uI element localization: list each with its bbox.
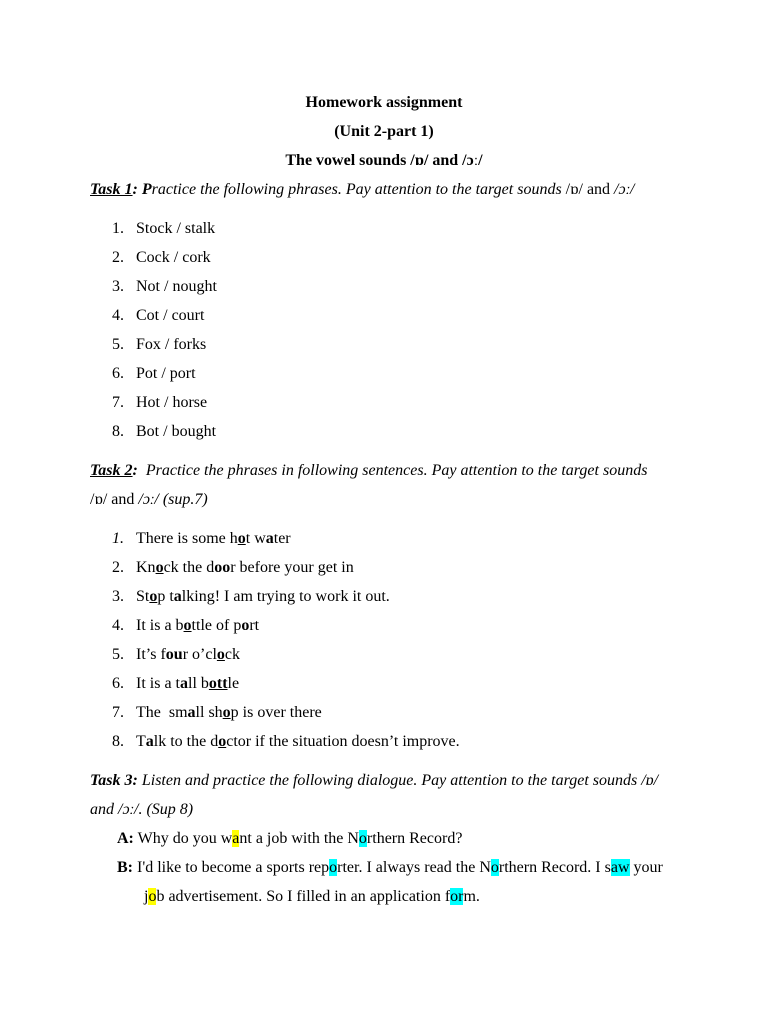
speaker-a: A: bbox=[117, 830, 134, 847]
task1-label: Task 1: bbox=[90, 181, 138, 198]
task3-instruction: Task 3: Listen and practice the following dialogue. Pay attention to the target sounds /ɒ/ bbox=[90, 772, 659, 789]
task3-instruction-cont: and /ɔː/. (Sup 8) bbox=[90, 801, 194, 818]
task3-label: Task 3: bbox=[90, 772, 138, 789]
dialogue-line-b-cont: job advertisement. So I filled in an application form. bbox=[144, 888, 480, 905]
document-title: Homework assignment bbox=[305, 94, 463, 111]
unit-label: (Unit 2-part 1) bbox=[334, 123, 434, 140]
task1-instruction: Task 1: Practice the following phrases. Pay attention to the target sounds /ɒ/ and /ɔː/ bbox=[90, 181, 635, 198]
dialogue-line-a: A: Why do you want a job with the Northern Record? bbox=[117, 830, 463, 847]
task2-instruction: Task 2: Practice the phrases in following sentences. Pay attention to the target sounds bbox=[90, 462, 648, 479]
task2-label: Task 2: bbox=[90, 462, 138, 479]
task2-instruction-cont: /ɒ/ and /ɔː/ (sup.7) bbox=[90, 491, 208, 508]
dialogue-line-b: B: I'd like to become a sports reporter. I always read the Northern Record. I saw your bbox=[117, 859, 663, 876]
document-subtitle: The vowel sounds /ɒ/ and /ɔː/ bbox=[285, 152, 483, 169]
speaker-b: B: bbox=[117, 859, 133, 876]
